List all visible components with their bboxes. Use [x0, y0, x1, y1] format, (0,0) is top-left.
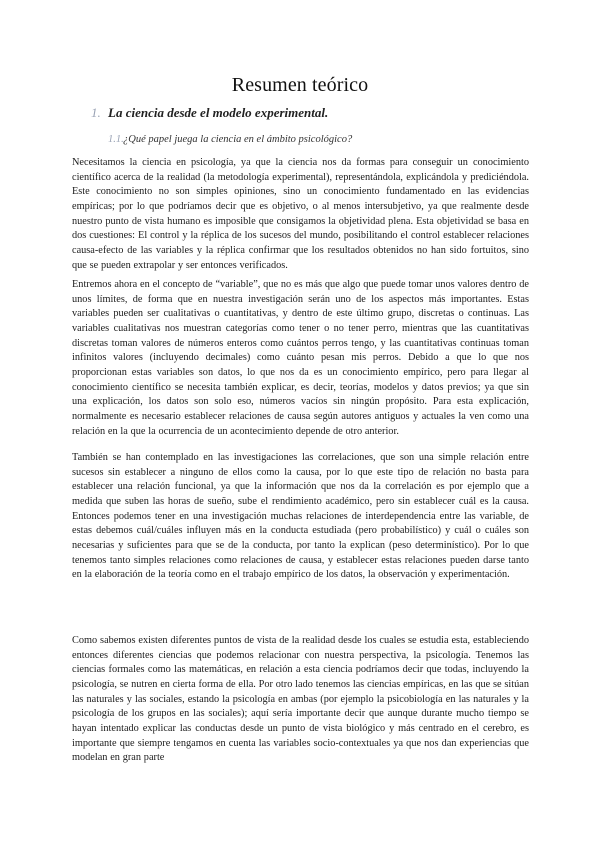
- section-title: La ciencia desde el modelo experimental.: [108, 105, 329, 120]
- subsection-title: ¿Qué papel juega la ciencia en el ámbito psicológico?: [123, 134, 353, 145]
- section-number: 1.: [91, 105, 101, 120]
- subsection-number: 1.1.: [108, 134, 124, 145]
- paragraph: Entremos ahora en el concepto de “variable”, que no es más que algo que puede tomar unos valores dentro de unos límites, de forma que en nuestra investigación serán uno de los aspectos más importantes. Estas variables pueden ser cualitativas o cuantitativas, y dentro de este último grupo, discretas o continuas. Las variables cualitativas nos muestran categorías como tener o no tener perro, mientras que las cuantitativas discretas toman valores de números enteros como cuántos perros tengo, y las cuantitativas continuas toman infinitos valores (incluyendo decimales) como cuánto pesan mis perros. Debido a que lo que nos proporcionan estas variables son datos, lo que nos da es un conocimiento empírico, pero para llegar al conocimiento científico se necesita también explicar, es decir, teorías, modelos y datos previos; ya que sin una explicación, los datos son solo eso, números vacíos sin ningún propósito. Para esta explicación, normalmente es necesario establecer relaciones de causa según autores antiguos y actuales la ven como una relación en la que la ocurrencia de un acontecimiento depende de otro anterior.: [72, 279, 529, 437]
- section-heading: [91, 105, 328, 121]
- paragraph: Como sabemos existen diferentes puntos de vista de la realidad desde los cuales se estudia esta, estableciendo entonces diferentes ciencias que podemos relacionar con nuestra perspectiva, la psicología. Tenemos las ciencias formales como las matemáticas, en relación a esta ciencia podríamos decir que todas, incluyendo la psicología, se nutren en cierta forma de ella. Por otro lado tenemos las ciencias empíricas, en las que se sitúan las naturales y las sociales, estando la psicología en ambas (por ejemplo la psicobiología en las naturales y la psicología de los grupos en las sociales); aquí sería importante decir que aunque durante mucho tiempo se hayan intentado explicar las conductas desde un punto de vista biológico y más centrado en el cerebro, es importante que siempre tengamos en cuenta las variables socio-contextuales ya que nos dan experiencias que modelan en gran parte: [72, 635, 529, 764]
- document-title: Resumen teórico: [231, 74, 369, 96]
- paragraph: Necesitamos la ciencia en psicología, ya que la ciencia nos da formas para conseguir un conocimiento científico acerca de la realidad (la metodología experimental), representándola, explicándola y prediciéndola. Este conocimiento no son simples opiniones, sino un conocimiento fundamentado en las evidencias empíricas; por lo que podríamos decir que es objetivo, o al menos intersubjetivo, ya que realmente desde nuestro punto de vista humano es imposible que consigamos la objetividad plena. Esta objetividad se basa en dos cuestiones: El control y la réplica de los sucesos del mundo, posibilitando el control establecer relaciones causa-efecto de las variables y la réplica confirmar que los resultados obtenidos no han sido fortuitos, sino que se pueden extrapolar y ser entonces verificados.: [72, 157, 529, 271]
- subsection-heading: [108, 134, 352, 145]
- paragraph: También se han contemplado en las investigaciones las correlaciones, que son una simple relación entre sucesos sin establecer a ninguno de ellos como la causa, por lo que este tipo de relación no basta para establecer una relación funcional, ya que la información que nos da la correlación es por ejemplo que a medida que suben las horas de sueño, sube el rendimiento académico, pero sin establecer cuál es la causa. Entonces podemos tener en una investigación muchas relaciones de interdependencia entre las variable, de estas debemos cuál/cuáles influyen más en la conducta estudiada (pero probabilístico) y cuál o cuáles son necesarias y suficientes para que se de la conducta, por tanto la explican (peso determinístico). Por lo que tenemos tanto simples relaciones como relaciones de causa, y establecer estas relaciones pueden darse tanto en la elaboración de la teoría como en el trabajo empírico de los datos, la observación y experimentación.: [72, 452, 529, 581]
